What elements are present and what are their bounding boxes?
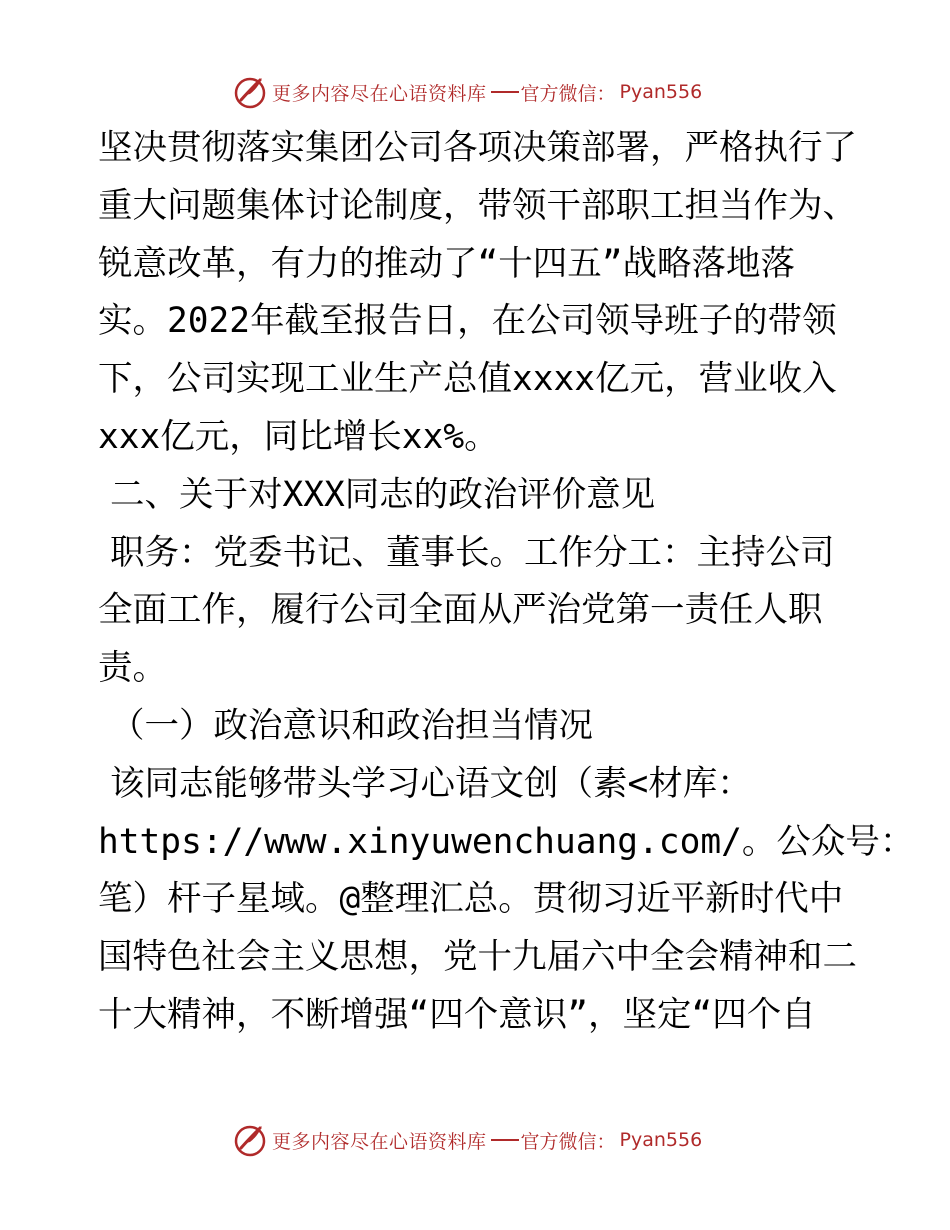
banner-slogan: 更多内容尽在心语资料库 xyxy=(272,82,487,105)
body-line: 职务：党委书记、董事长。工作分工：主持公司 xyxy=(110,532,835,573)
quill-logo-icon xyxy=(232,74,268,110)
quill-logo-icon xyxy=(232,1122,268,1158)
banner-wechat-id: Pyan556 xyxy=(619,81,703,103)
body-line: 该同志能够带头学习心语文创（素<材库： xyxy=(110,763,752,804)
banner-slogan: 更多内容尽在心语资料库 xyxy=(272,1130,487,1153)
header-watermark-banner xyxy=(0,70,950,114)
body-line: 锐意改革，有力的推动了“十四五”战略落地落 xyxy=(98,243,796,284)
banner-wechat-id: Pyan556 xyxy=(619,1129,703,1151)
body-line: 重大问题集体讨论制度，带领干部职工担当作为、 xyxy=(98,185,857,226)
banner-wechat-label: 官方微信： xyxy=(520,1130,616,1153)
subsection-heading: （一）政治意识和政治担当情况 xyxy=(110,705,593,746)
banner-wechat-label: 官方微信： xyxy=(520,82,616,105)
body-line: xxx亿元，同比增长xx%。 xyxy=(98,416,499,457)
body-line: 责。 xyxy=(98,648,167,689)
body-line: 坚决贯彻落实集团公司各项决策部署，严格执行了 xyxy=(98,128,857,168)
section-heading: 二、关于对XXX同志的政治评价意见 xyxy=(110,474,656,515)
footer-watermark-banner xyxy=(0,1118,950,1162)
body-line: 笔）杆子星域。@整理汇总。贯彻习近平新时代中 xyxy=(98,879,844,920)
body-line: 国特色社会主义思想，党十九届六中全会精神和二 xyxy=(98,937,857,978)
body-line: 全面工作，履行公司全面从严治党第一责任人职 xyxy=(98,590,823,631)
body-line: 实。2022年截至报告日，在公司领导班子的带领 xyxy=(98,301,837,342)
document-body xyxy=(98,120,915,1045)
body-line: 下，公司实现工业生产总值xxxx亿元，营业收入 xyxy=(98,359,837,400)
banner-dash xyxy=(491,91,519,93)
body-line: https://www.xinyuwenchuang.com/。公众号： xyxy=(98,821,915,862)
banner-dash xyxy=(491,1139,519,1141)
body-line: 十大精神，不断增强“四个意识”，坚定“四个自 xyxy=(98,994,816,1035)
